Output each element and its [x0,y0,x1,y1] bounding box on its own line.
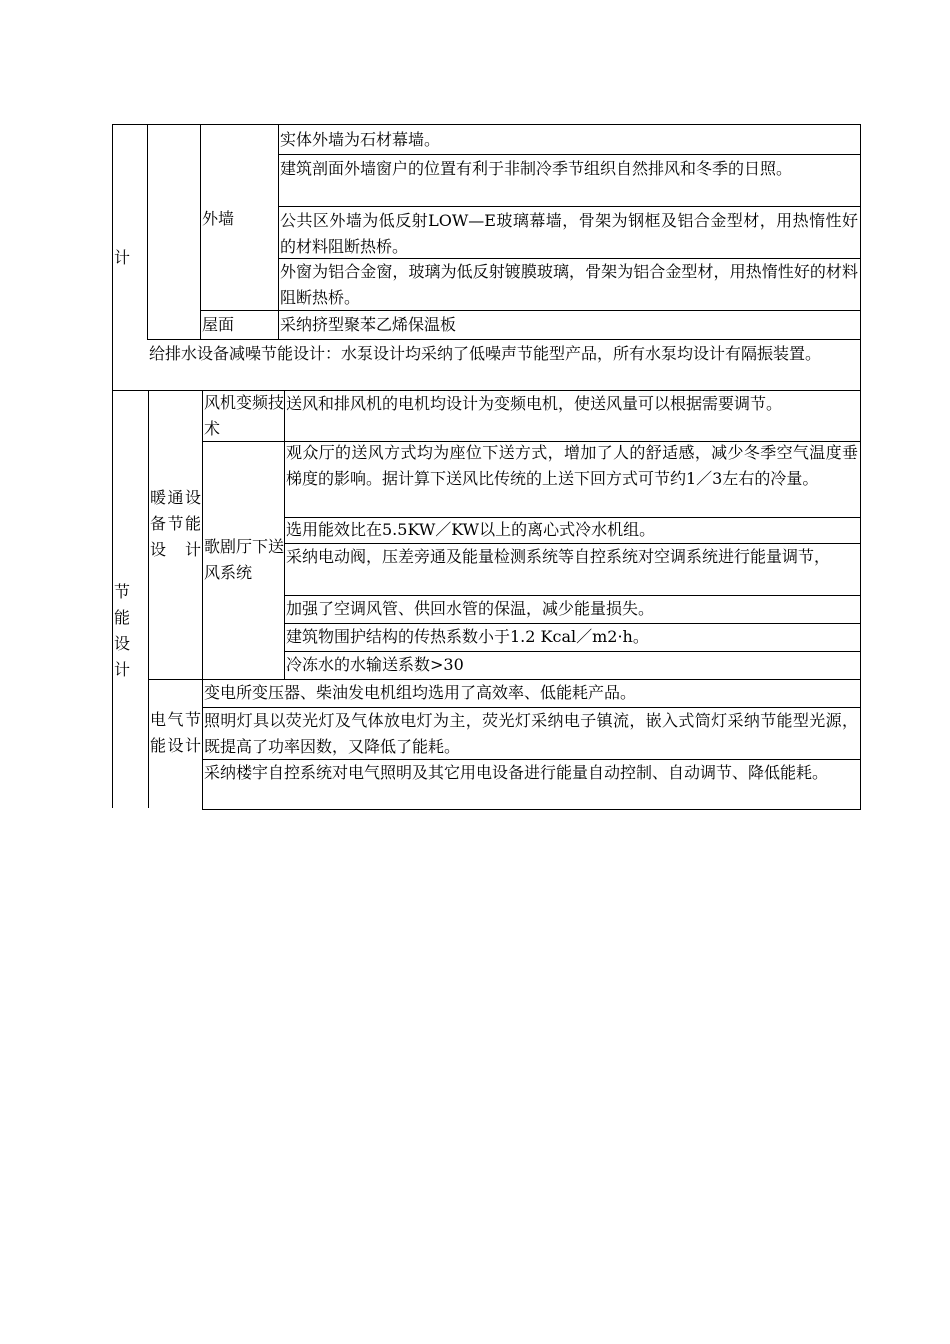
section1-label: 计 [114,248,131,267]
opera-item: 建筑物围护结构的传热系数小于1.2 Kcal／m2·h。 [286,627,649,646]
electric-item: 变电所变压器、柴油发电机组均选用了高效率、低能耗产品。 [204,683,637,702]
grid-line [278,206,861,207]
grid-line [202,809,861,810]
wall-item: 建筑剖面外墙窗户的位置有利于非制冷季节组织自然排风和冬季的日照。 [280,159,793,178]
grid-line [148,390,149,808]
fan-label: 风机变频技术 [204,393,285,438]
electric-label: 电气节能设计 [150,710,201,755]
opera-item: 加强了空调风管、供回水管的保温，减少能量损失。 [286,599,655,618]
electric-item: 采纳楼宇自控系统对电气照明及其它用电设备进行能量自动控制、自动调节、降低能耗。 [204,763,829,782]
fan-text: 送风和排风机的电机均设计为变频电机，使送风量可以根据需要调节。 [286,394,783,413]
grid-line [278,154,861,155]
grid-line [112,124,861,125]
opera-item: 观众厅的送风方式均为座位下送方式，增加了人的舒适感，减少冬季空气温度垂梯度的影响。据计算下送风比传统的上送下回方式可节约1／3左右的冷量。 [286,443,858,488]
wall-item: 实体外墙为石材幕墙。 [280,130,441,149]
wall-item: 公共区外墙为低反射LOW—E玻璃幕墙，骨架为钢框及铝合金型材，用热惰性好的材料阻断热桥。 [280,211,858,256]
opera-label: 歌剧厅下送风系统 [204,537,285,582]
roof-text: 采纳挤型聚苯乙烯保温板 [280,315,457,334]
grid-line [202,390,203,810]
wall-item: 外窗为铝合金窗，玻璃为低反射镀膜玻璃，骨架为铝合金型材，用热惰性好的材料阻断热桥。 [280,262,858,307]
table-border-left [112,124,113,808]
section2-label: 节能设计 [114,582,131,679]
grid-line [284,390,285,679]
opera-item: 冷冻水的水输送系数>30 [286,655,464,674]
electric-item: 照明灯具以荧光灯及气体放电灯为主，荧光灯采纳电子镇流，嵌入式筒灯采纳节能型光源，既提高了功率因数，又降低了能耗。 [204,711,858,756]
water-pump-text: 给排水设备减噪节能设计：水泵设计均采纳了低噪声节能型产品，所有水泵均设计有隔振装置。 [149,344,822,363]
grid-line [278,124,279,340]
grid-line [200,124,201,340]
grid-line [147,339,861,340]
opera-item: 选用能效比在5.5KW／KW以上的离心式冷水机组。 [286,520,656,539]
opera-item: 采纳电动阀，压差旁通及能量检测系统等自控系统对空调系统进行能量调节， [286,547,831,566]
roof-label: 屋面 [202,315,235,334]
grid-line [147,124,148,340]
wall-label: 外墙 [202,209,235,228]
hvac-label: 暖通设备节能设计 [150,488,201,559]
